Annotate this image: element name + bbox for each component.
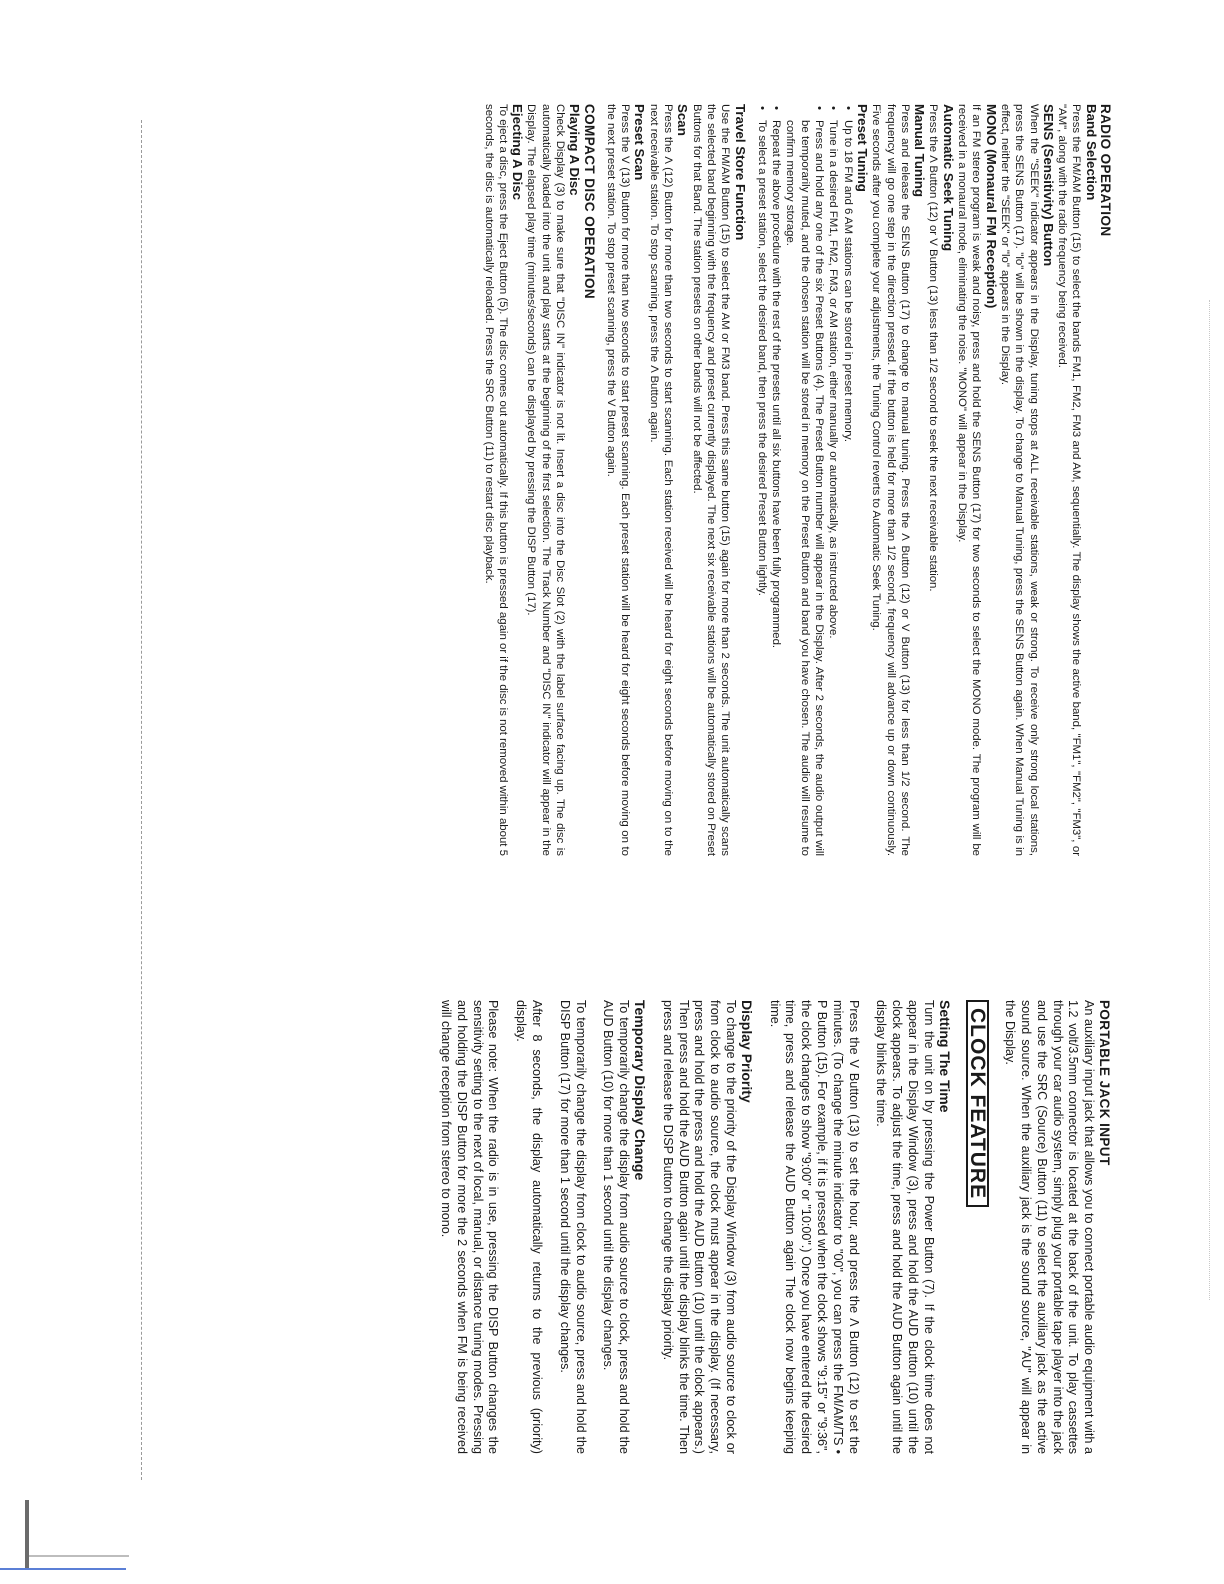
portable-jack-title: PORTABLE JACK INPUT: [1097, 1000, 1112, 1166]
list-item: • Repeat the above procedure with the rest of the presets until all six buttons have been fully programmed.: [769, 104, 783, 856]
clock-feature-title: CLOCK FEATURE: [966, 1000, 990, 1207]
display-priority-heading: Display Priority: [738, 1000, 755, 1103]
portable-jack-text: An auxiliary input jack that allows you to connect portable audio equipment with a 1.2 volt/3.5mm connector is located at the back of the unit. To play cassettes through your car audio system, simply plug your portable tape player into the jack and use the SRC (Source) Button (11) to select the auxiliary jack as the active sound source. When the auxiliary jack is the sound source, "AU" will appear in the Display.: [1003, 1000, 1097, 1454]
list-item: • To select a preset station, select the desired band, then press the desired Preset Button lightly.: [755, 104, 769, 856]
please-note-text: Please note: When the radio is in use, pressing the DISP Button changes the sensitivity setting to the next of local, manual, or distance tuning modes. Pressing and holding the DISP Button for more the 2 seconds when FM is being received will change reception from stereo to mono.: [439, 1000, 501, 1454]
scan-artifact-top: [1209, 300, 1210, 1300]
scan-edge-mark: [25, 1500, 29, 1570]
bottom-dashed-rule: [141, 120, 142, 1480]
ejecting-disc-heading: Ejecting A Disc: [510, 104, 526, 201]
band-selection-text: Press the FM/AM Button (15) to select the bands FM1, FM2, FM3 and AM, sequentially. The display shows the active band, "FM1", "FM2", "FM3", or "AM", along with the radio frequency being received.: [1056, 104, 1083, 856]
travel-store-heading: Travel Store Function: [732, 104, 748, 241]
scan-text: Press the Λ (12) Button for more than two seconds to start scanning. Each station received will be heard for eight seconds before moving on to the next receivable station. To stop scanning, press the Λ Button again.: [647, 104, 675, 856]
ejecting-disc-text: To eject a disc, press the Eject Button (5). The disc comes out automatically. If this button is pressed again or if the disc is not removed within about 5 seconds, the disc is automatically reloaded. Press the SRC Button (11) to restart disc playback.: [482, 104, 509, 856]
right-column: [437, 1000, 1112, 1454]
preset-tuning-list: [755, 104, 855, 856]
radio-operation-title: RADIO OPERATION: [1098, 104, 1113, 237]
auto-seek-text: Press the Λ Button (12) or V Button (13) less than 1/2 second to seek the next receivable station.: [927, 104, 940, 592]
sens-heading: SENS (Sensitivity) Button: [1040, 104, 1056, 267]
preset-scan-text: Press the V (13) Button for more than two seconds to start preset scanning. Each preset station will be heard for eight seconds before moving on to the next preset station. To stop preset scanning, press the V Button again.: [604, 104, 632, 856]
auto-seek-heading: Automatic Seek Tuning: [940, 104, 956, 252]
list-item: • Press and hold any one of the six Preset Buttons (4). The Preset Button number will appear in the Display. After 2 seconds, the audio output will be temporarily muted, and the chosen station will be stored in memory on the Preset Button and band you have chosen. The audio will resume to confirm memory storage.: [783, 104, 826, 856]
preset-scan-heading: Preset Scan: [632, 104, 648, 181]
temp-display-heading: Temporary Display Change: [632, 1000, 649, 1181]
setting-time-text: Turn the unit on by pressing the Power Button (7). If the clock time does not appear in the Display Window (3), press and hold the AUD Button (10) until the clock appears. To adjust the time, press and hold the AUD Button again until the display blinks the time.: [874, 1000, 936, 1454]
cd-operation-title: COMPACT DISC OPERATION: [581, 104, 597, 300]
band-selection-heading: Band Selection: [1083, 104, 1099, 201]
left-column: [481, 104, 1112, 856]
mono-text: If an FM stereo program is weak and noisy, press and hold the SENS Button (17) for two seconds to select the MONO mode. The program will be received in a monaural mode, eliminating the noise. "MONO" will appear in the Display.: [956, 104, 983, 856]
preset-tuning-heading: Preset Tuning: [854, 104, 870, 192]
list-item: • Tune in a desired FM1, FM2, FM3, or AM station, either manually or automatically, as instructed above.: [826, 104, 840, 856]
temp-display-text: To temporarily change the display from audio source to clock, press and hold the AUD Button (10) for more than 1 second until the display changes.: [601, 1000, 632, 1454]
travel-store-text: Use the FM/AM Button (15) to select the AM or FM3 band. Press this same button (15) again for more than 2 seconds. The unit automatically scans the selected band beginning with the frequency and preset currently displayed. The next six receivable stations will be automatically stored on Preset Buttons for that Band. The station presets on other bands will not be affected.: [690, 104, 732, 856]
manual-tuning-text: Press and release the SENS Button (17) to change to manual tuning. Press the Λ Button (12) or V Button (13) for less than 1/2 second. The frequency will go one step in the direction pressed. If the button is held for more than 1/2 second, frequency will advance up or down continuously. Five seconds after you complete your adjustments, the Tuning Control reverts to Automatic Seek Tuning.: [870, 104, 911, 856]
playing-disc-heading: Playing A Disc: [567, 104, 583, 196]
scan-blue-line: [0, 1568, 126, 1570]
list-item: • Up to 18 FM and 6 AM stations can be stored in preset memory.: [840, 104, 854, 856]
setting-time-text-2: Press the V Button (13) to set the hour, and press the Λ Button (12) to set the minutes. (To change the minute indicator to "00", you can press the FM/AM/TS • P Button (15). For example, if it is pressed when the clock shows "9:15" or "9:36", the clock changes to show "9:00" or "10:00".) Once you have entered the desired time, press and release the AUD Button again The clock now begins keeping time.: [767, 1000, 861, 1454]
scan-edge-line: [29, 1555, 129, 1557]
setting-time-heading: Setting The Time: [936, 1000, 953, 1113]
sens-text: When the "SEEK" indicator appears in the Display, tuning stops at ALL receivable stations, weak or strong. To receive only strong local stations, press the SENS Button (17). "lo" will be shown in the display. To change to Manual Tuning, press the SENS Button again. When Manual Tuning is in effect, neither the "SEEK" or "lo" appears in the Display.: [998, 104, 1040, 856]
temp-display-text-2: To temporarily change the display from clock to audio source, press and hold the DISP Button (17) for more than 1 second until the display changes.: [557, 1000, 588, 1454]
after-8-seconds-text: After 8 seconds, the display automatically returns to the previous (priority) display.: [514, 1000, 545, 1454]
display-priority-text: To change to the priority of the Display Window (3) from audio source to clock or from clock to audio source, the clock must appear in the display. (If necessary, press and hold the press and hold the AUD Button (10) until the clock appears.) Then press and hold the AUD Button again until the display blinks the time. Then press and release the DISP Button to change the display priority.: [660, 1000, 739, 1454]
manual-tuning-heading: Manual Tuning: [912, 104, 928, 198]
mono-heading: MONO (Monaural FM Reception): [983, 104, 999, 309]
playing-disc-text: Check Display (3) to make sure that "DISC IN" indicator is not lit. Insert a disc into the Disc Slot (2) with the label surface facing up. The disc is automatically loaded into the unit and play starts at the beginning of the first selection. The Track Number and "DISC IN" indicator will appear in the Display. The elapsed play time (minutes/seconds) can be displayed by pressing the DISP Button (17).: [525, 104, 567, 856]
scan-heading: Scan: [675, 104, 691, 136]
